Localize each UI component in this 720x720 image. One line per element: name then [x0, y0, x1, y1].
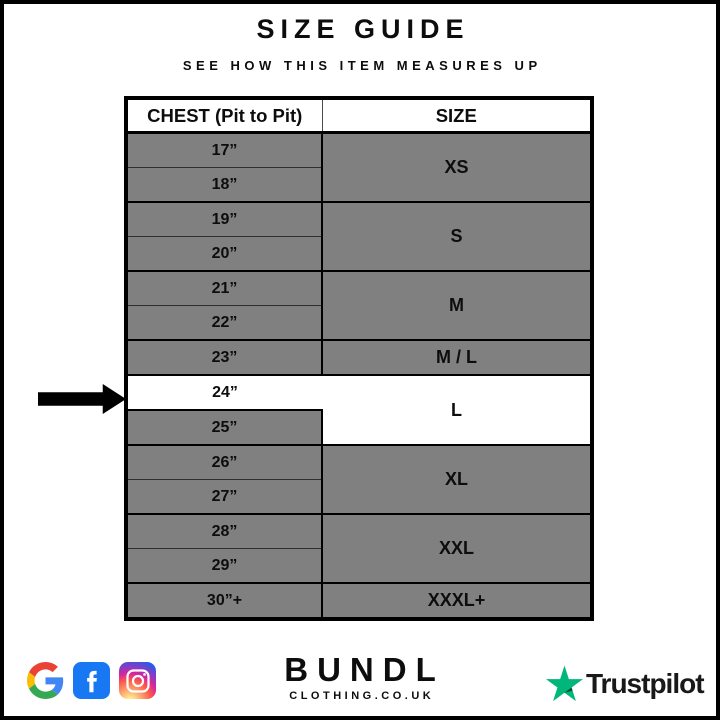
brand-domain: CLOTHING.CO.UK [289, 690, 435, 703]
chest-cell: 20” [126, 237, 322, 272]
table-row [126, 202, 592, 237]
table-row [126, 375, 592, 410]
trustpilot-wordmark: Trustpilot [586, 667, 704, 699]
size-cell: S [322, 202, 592, 271]
table-row [126, 514, 592, 549]
size-table [124, 96, 594, 621]
page-title: SIZE GUIDE [256, 14, 470, 44]
table-row [126, 445, 592, 480]
chest-cell: 19” [126, 202, 322, 237]
size-column-header: SIZE [322, 98, 592, 133]
chest-cell: 22” [126, 306, 322, 341]
size-cell: XL [322, 445, 592, 514]
chest-column-header: CHEST (Pit to Pit) [126, 98, 322, 133]
arrow-right-icon [38, 384, 126, 414]
size-cell: M [322, 271, 592, 340]
table-row [126, 133, 592, 168]
size-table-body [126, 133, 592, 620]
table-row [126, 583, 592, 619]
chest-cell: 27” [126, 480, 322, 515]
chest-cell: 26” [126, 445, 322, 480]
trustpilot-star-icon [546, 665, 583, 702]
chest-cell: 17” [126, 133, 322, 168]
table-row [126, 271, 592, 306]
size-cell: XXL [322, 514, 592, 583]
brand-name: BUNDL [284, 651, 445, 688]
chest-cell: 23” [126, 340, 322, 375]
page-subtitle: SEE HOW THIS ITEM MEASURES UP [182, 58, 542, 73]
table-header-row [126, 98, 592, 133]
chest-cell: 18” [126, 168, 322, 203]
chest-cell: 28” [126, 514, 322, 549]
size-cell: L [322, 375, 592, 445]
chest-cell: 21” [126, 271, 322, 306]
chest-cell: 25” [126, 410, 322, 445]
chest-cell: 30”+ [126, 583, 322, 619]
size-cell: M / L [322, 340, 592, 375]
chest-cell: 24” [126, 375, 322, 410]
chest-cell: 29” [126, 549, 322, 584]
trustpilot-logo [546, 665, 704, 702]
size-cell: XS [322, 133, 592, 203]
size-cell: XXXL+ [322, 583, 592, 619]
table-row [126, 340, 592, 375]
